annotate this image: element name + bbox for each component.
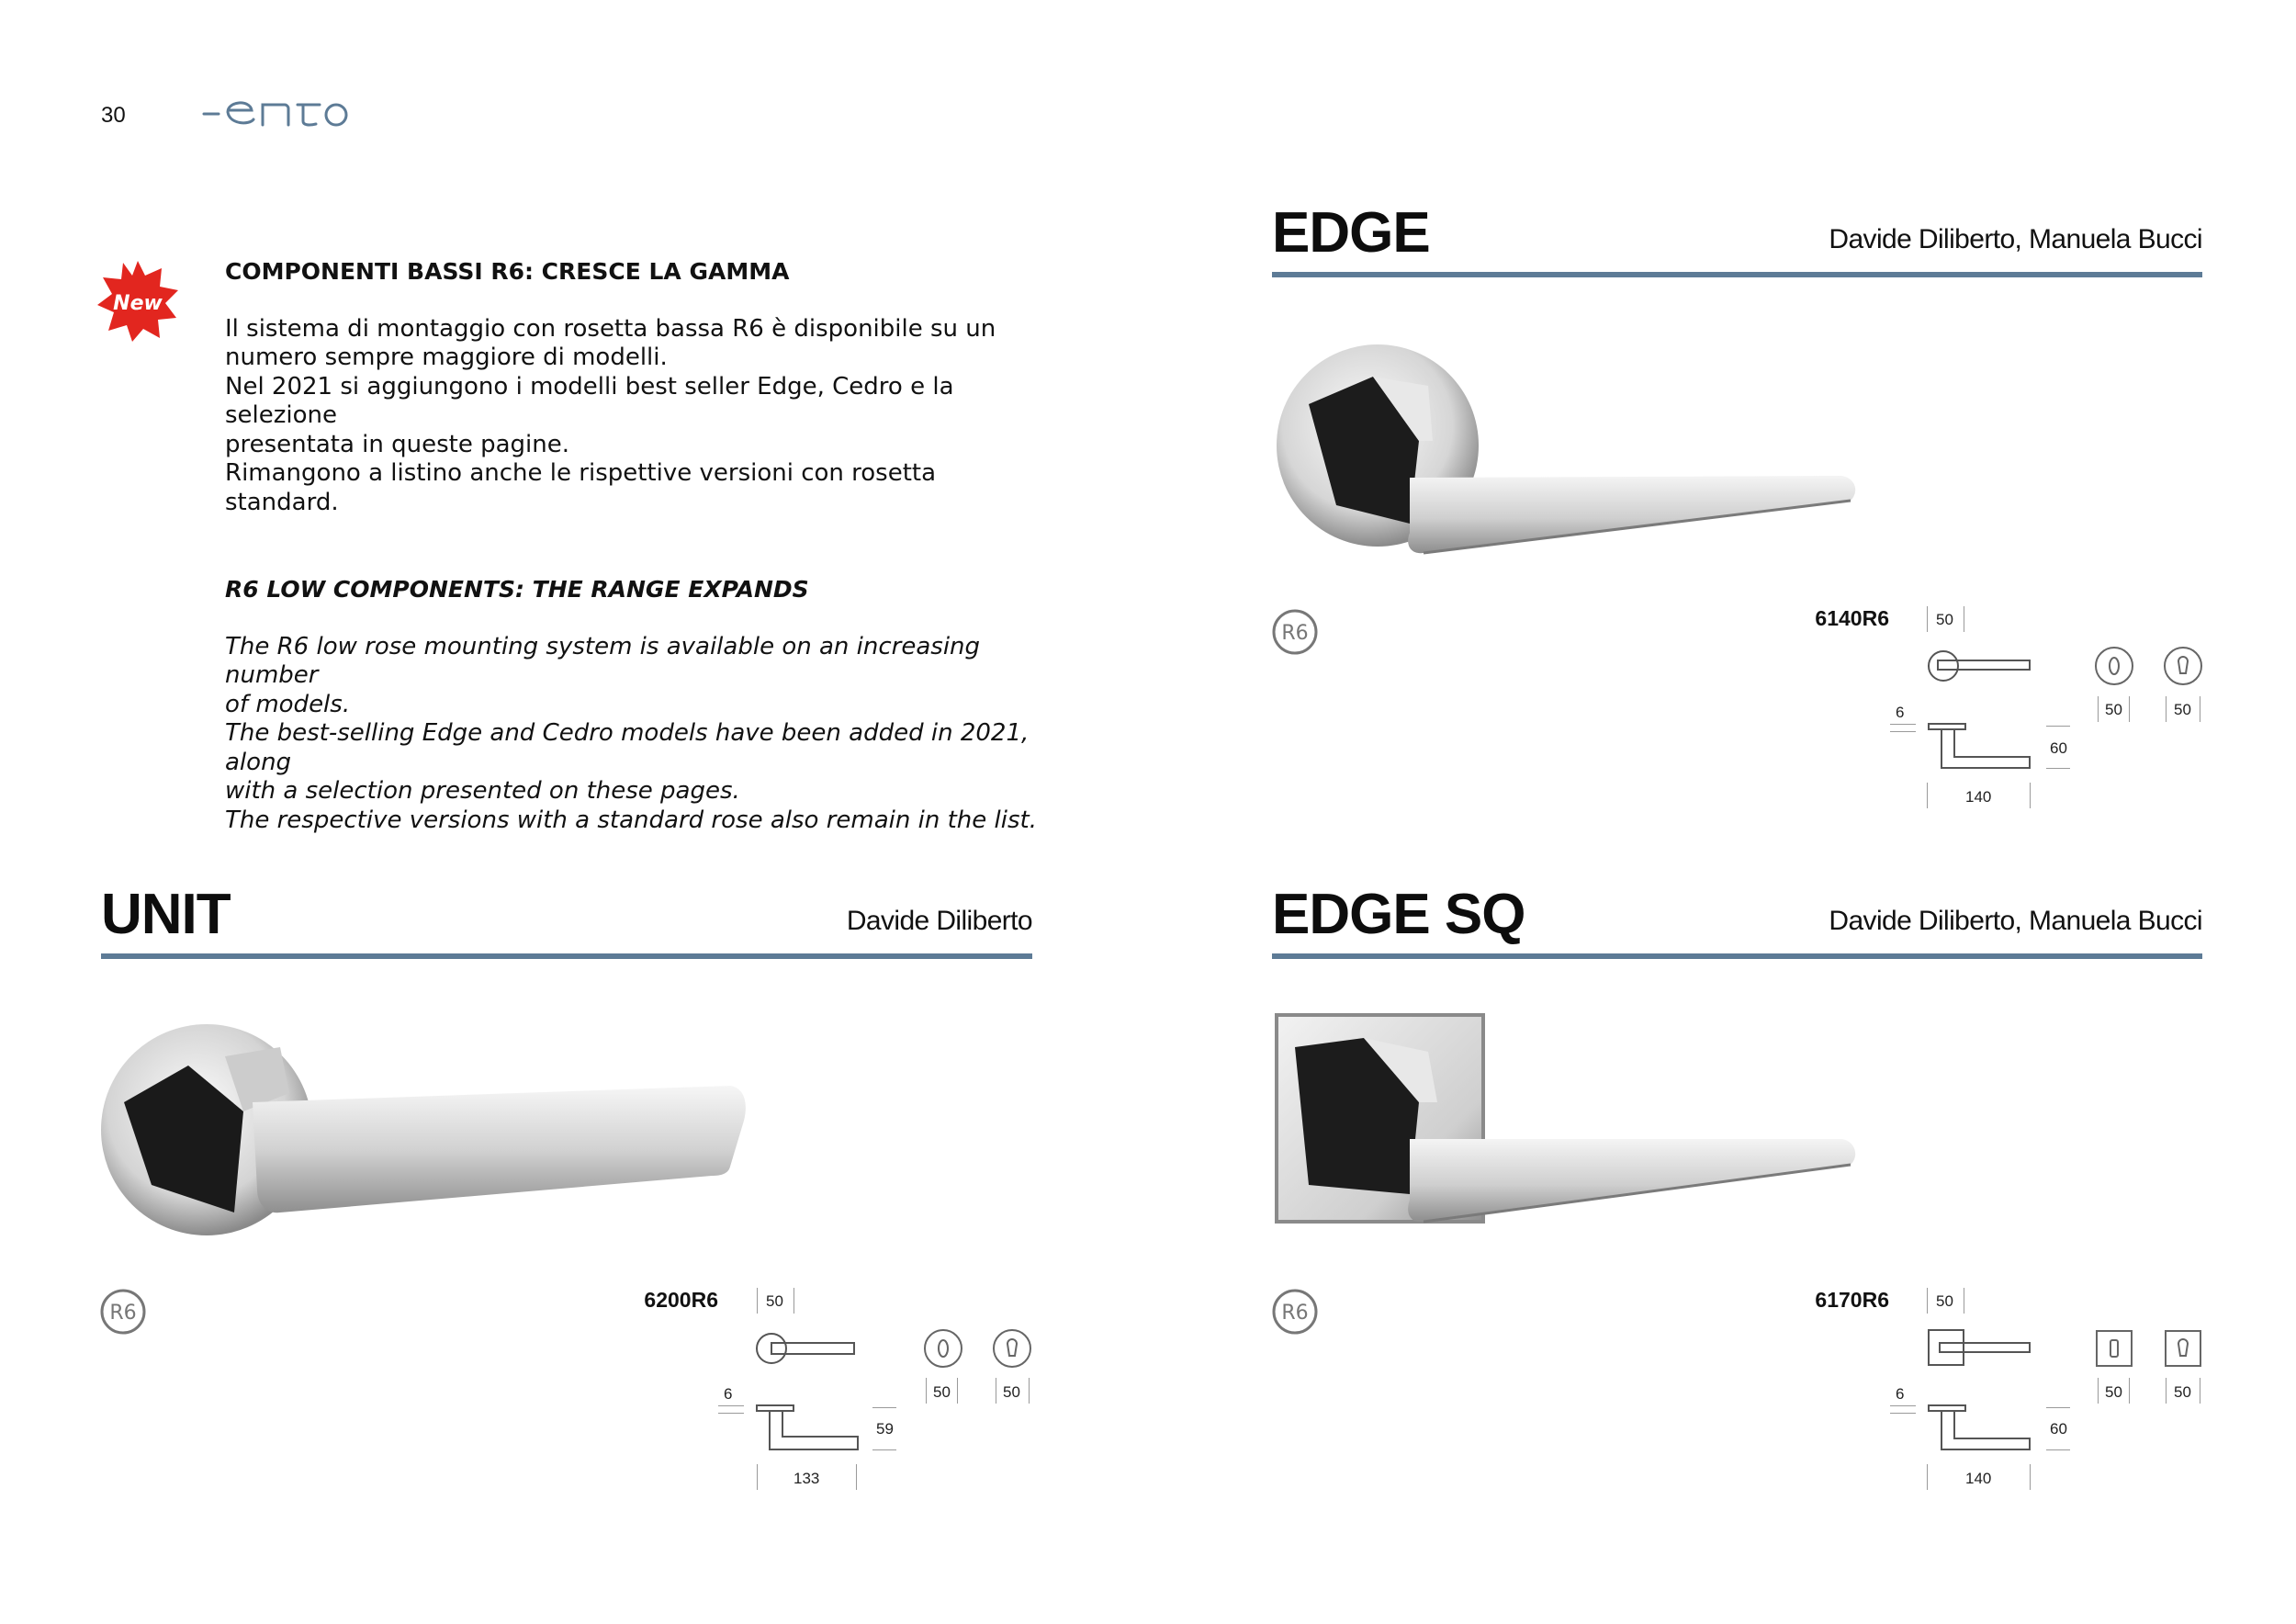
brand-logo xyxy=(202,92,349,137)
r6-icon-edge-sq xyxy=(1271,1288,1319,1340)
dim-key1-edge-sq: 50 xyxy=(2105,1383,2122,1401)
lever-top-view-edge xyxy=(1927,648,2032,689)
product-title-unit: UNIT xyxy=(101,883,231,946)
keyhole-icon-edge-sq xyxy=(2094,1328,2134,1373)
section-rule-edge-sq xyxy=(1272,953,2202,959)
dim-key1-edge: 50 xyxy=(2105,701,2122,718)
page-number: 30 xyxy=(101,103,126,128)
dim-length-edge: 140 xyxy=(1965,788,1992,806)
intro-text xyxy=(225,257,1052,835)
product-designer-edge-sq: Davide Diliberto, Manuela Bucci xyxy=(1829,906,2202,936)
product-code-unit: 6200R6 xyxy=(644,1288,718,1312)
dim-thickness-edge-sq: 6 xyxy=(1896,1385,1905,1403)
new-badge xyxy=(96,259,180,348)
keyhole-icon-edge xyxy=(2094,646,2134,691)
dim-key2-edge-sq: 50 xyxy=(2174,1383,2191,1401)
new-badge-label: New xyxy=(113,292,163,315)
product-code-edge-sq: 6170R6 xyxy=(1815,1288,1889,1312)
product-designer-unit: Davide Diliberto xyxy=(846,906,1032,936)
cylinder-icon-edge xyxy=(2163,646,2203,691)
dim-key2-edge: 50 xyxy=(2174,701,2191,718)
intro-it-body: Il sistema di montaggio con rosetta bassa R6 è disponibile su un numero sempre maggiore di modelli. Nel 2021 si aggiungono i modelli best seller Edge, Cedro e la selezione presentata in queste pagine. Rimangono a listino anche le rispettive versioni con rosetta standard. xyxy=(225,314,996,516)
dim-length-edge-sq: 140 xyxy=(1965,1470,1992,1487)
lever-side-view-unit xyxy=(755,1398,861,1458)
lever-top-view-unit xyxy=(755,1330,861,1371)
dim-key1-unit: 50 xyxy=(933,1383,951,1401)
dim-length-unit: 133 xyxy=(793,1470,820,1487)
dim-thickness-unit: 6 xyxy=(724,1385,733,1403)
svg-text:R6: R6 xyxy=(1281,622,1309,645)
dim-top-edge-sq: 50 xyxy=(1936,1292,1953,1310)
product-image-unit xyxy=(96,1010,758,1245)
dim-height-unit: 59 xyxy=(876,1420,894,1438)
intro-en-body: The R6 low rose mounting system is available on an increasing number of models. The best-selling Edge and Cedro models have been added in 2021, along with a selection presented on these pages. The respective versions with a standard rose also remain in the list. xyxy=(225,632,1037,834)
dim-height-edge: 60 xyxy=(2050,739,2067,757)
section-rule-unit xyxy=(101,953,1032,959)
cylinder-icon-unit xyxy=(992,1328,1032,1373)
product-image-edge-sq xyxy=(1272,1010,1915,1245)
keyhole-icon-unit xyxy=(923,1328,963,1373)
product-image-edge xyxy=(1272,340,1915,565)
product-code-edge: 6140R6 xyxy=(1815,606,1889,630)
product-title-edge: EDGE xyxy=(1272,201,1430,265)
intro-en-heading: R6 LOW COMPONENTS: THE RANGE EXPANDS xyxy=(225,576,809,603)
section-rule-edge xyxy=(1272,272,2202,277)
svg-text:R6: R6 xyxy=(109,1302,137,1325)
dim-height-edge-sq: 60 xyxy=(2050,1420,2067,1438)
dim-top-edge: 50 xyxy=(1936,611,1953,628)
lever-side-view-edge-sq xyxy=(1927,1398,2032,1458)
intro-it-heading: COMPONENTI BASSI R6: CRESCE LA GAMMA xyxy=(225,258,790,285)
dim-top-unit: 50 xyxy=(766,1292,783,1310)
cylinder-icon-edge-sq xyxy=(2163,1328,2203,1373)
product-title-edge-sq: EDGE SQ xyxy=(1272,883,1525,946)
dim-thickness-edge: 6 xyxy=(1896,704,1905,721)
product-designer-edge: Davide Diliberto, Manuela Bucci xyxy=(1829,224,2202,254)
dim-key2-unit: 50 xyxy=(1003,1383,1020,1401)
r6-icon-edge xyxy=(1271,608,1319,660)
svg-text:R6: R6 xyxy=(1281,1302,1309,1325)
lever-side-view-edge xyxy=(1927,716,2032,776)
r6-icon-unit xyxy=(99,1288,147,1340)
lever-top-view-edge-sq xyxy=(1927,1328,2032,1373)
